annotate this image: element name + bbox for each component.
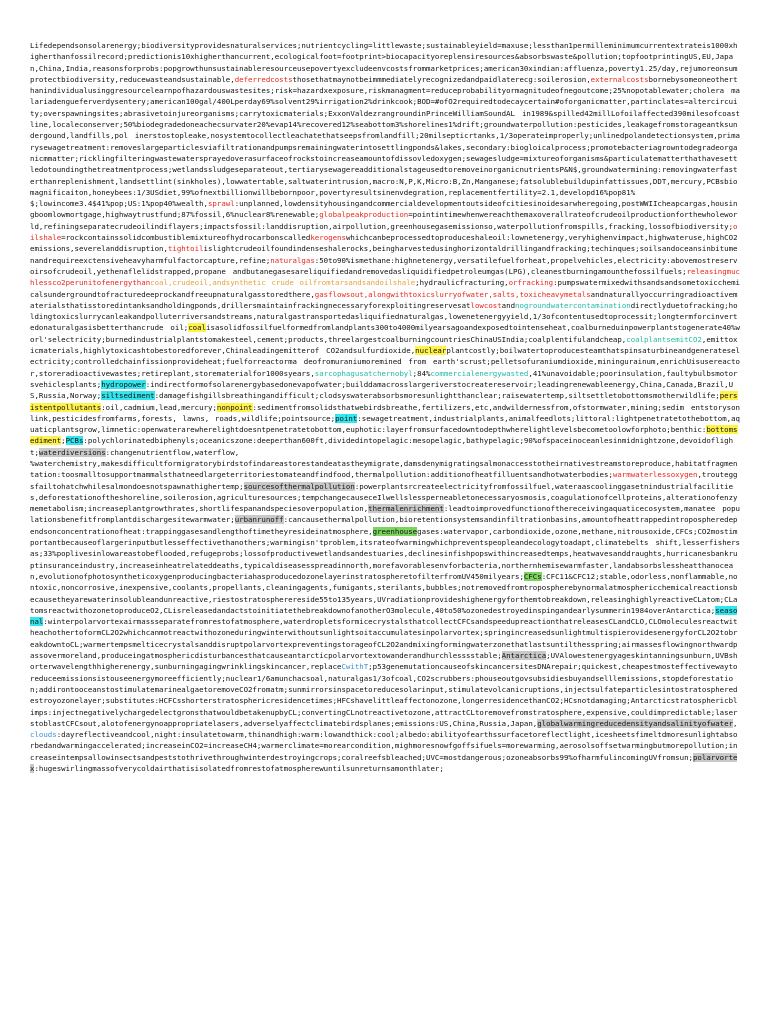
highlighted-term: oilshale bbox=[30, 221, 738, 243]
text-run: =rockcontainssolidcombustiblemixtureofhydrocarbonscalled bbox=[61, 233, 311, 243]
text-run: :50to90%ismethane:highnetenergy,versatilefuelforheat,propelvehicles,electricity:abovemostreservoirsofcrudeoil,yethenaflelidstrapped,propane andbutanegasesareliquifiedandremovedasliquidifiedpetroleumgas(LPG),cleanestburningamounthefossilfuels; bbox=[30, 255, 738, 276]
text-run: ;p53genemutationcauseofskincancersitesDNArepair;quickest,cheapestmosteffectivewaytoreduceemissionsistouseenergymoreefficiently;nuclear1/6amunchacsoal,naturalgas1/3ofcoal,CO2scrubbers:phouseoutgovsubsidiesbuyandselllemissions,stopdeforestation;addirontooceanstostimulatemarinealgaetoremoveCO2fromatm;sunmirrorsinspacetoreducesolarinput,stimulatevolcanicruptions,injectsulfateparticlesintostratospheredestroyozonelayer;substitutes:HCFCsshorterstratosphericresidencetimes;HFCshavelittleaffectonozone,longerresidencethanCO2;HCsnotdamaging;Antarcticstratosphericblimps:injectnegativelychargedelectgronsthatwouldbetakenupbyCL;convertingCLnotreactivetozone,attractCLtoremovefromstratosphere,expensive,couldimpredictable;laserstoblastCFCsout,alotofenergynoappropriatelasers,adverselyaffectclimatebirdsplanes;emissions:US,China,Russia,Japan, bbox=[30, 662, 738, 728]
highlighted-term: persistentpollutants bbox=[30, 391, 738, 412]
text-run: directlyduetofracking;holdingtoxicslurrycanleakandpolluterriversandstreams,naturalgastransportedasliquifiednaturalgas,lowenetenergyyield,1/3ofcontentusedtoprocessit;longtermforcinvertedonaturalgasisbetterthancrude oil; bbox=[30, 300, 738, 333]
highlighted-term: nuclear bbox=[415, 346, 447, 356]
text-run: plantcostly;boilwatertoproducesteamthatspinsaturbineandgenerateselectricity;controlledchainfissionprovideheat;fuelforreactorma deofromuraniumoremined from earth'scrust;pelletsofuraniumdioxide,miningurainum,enrichUisusereactor,storeradioactivewastes;retireplant,storematerialfor1000syears, bbox=[30, 346, 740, 378]
highlighted-term: tightoil bbox=[167, 244, 204, 254]
text-run: :leadtoimprovedfunctionofthereceivingaquaticecosystem,manatee populationsbenefitfromplantdischargesitewarmwater; bbox=[30, 504, 740, 525]
highlighted-term: seasonal bbox=[30, 605, 738, 627]
text-run: :indirectformofsolarenergybasedonevapofwater;builddamacrosslargeriverstocreatereservoir;leadingrenewableenergy,China,Canada,Brazil,US,Russia,Norway; bbox=[30, 379, 734, 401]
highlighted-term: waterdiversions bbox=[38, 447, 106, 457]
text-run: , bbox=[733, 718, 738, 728]
text-run: isasolidfossilfuelformedfromlandplants300to4000milyearsagoandexposedtointenseheat,coalburneduinpowerplantstogenerate40%worl'selectricity;burnedindustrialplantstomakesteel,cement;products,threelargestcoalburningcountriesChinaUSIndia;coalplentifulandcheap, bbox=[30, 323, 740, 344]
highlighted-term: coal,crudeoil,andsynthetic crude oilfromtarsandsandoilshale bbox=[150, 278, 416, 288]
highlighted-term: externalcosts bbox=[590, 74, 649, 84]
text-run: bornebysomeoneotherthanindividualusinggresourcelearnpofhazardouswastesites;risk=hazardxexposure,riskmanagment=reduceprobabilityormagnitudeofnegoutcome;25%nopotablewater;cholera malariadengueferverdysentery;american100gal/400Lperday69%solvent29%irrigation2%drinkcook;BOD=#ofO2requiredtodecaycertain#oforganicmatter,partinclates=altercircuity;overspawningsites;abrasivetoinjureorganisms;carrytoxicmaterials;ExxonValdezrangroundinPrinceWilliamSoundAL in1989&spilled42millLofoilaffected390milesofcoastline,localeconserver;50%biodegradedoneachecsurvater20%evap14%recovered12%seabottom3%shorelines1%drift;groundwaterpollution:pesticides,leakagefromstorageantksundergound,landfills,pol inerstostopleake,nosystemtocollectleachatethatseepsfromlandfill;20milsepticrtanks,1/3operateimproperly;unlinedpolandetectionsystem,primarysewagetreatment:removeslargeparticlesviafiltrationandpumpsremainingwaterintosettlingponds&lakes,secondary:biogloicalprocess;promotebacteriagrowntodegradeorganicmmatter;ricklingfilteringwastewatersprayedoverasurfaceofrockstoincreaseamountofdissovledoxygen;sewagesludge=mixtureoforganisms&particulatematterthathavesettledotoundingthetreatmentprocess;wetlandssludgeseparateout,tertiarysewagereadditionalstageusedtoremoveinorganicnutrientsP&N$,groundwatermining:removingwaterfasterthanreplenishment,landsettlint(sinkholes),lowwatertable,saltwaterintrusion,macro:N,P,K,Micro:B,Zn,Manganese;fatsolublebuildupinfattissues,DDT,mercury,PCBsbiomagnificaiton,honeybees:1/3USdiet,99%ofnextbillionwillbebornpoor,povertyresultsinenvdegration,replacementfertility=2.1,developd16%pop81% bbox=[30, 74, 740, 197]
highlighted-term: coalplantsemitCO2 bbox=[626, 334, 702, 344]
highlighted-term: polarvortex bbox=[30, 752, 738, 773]
highlighted-term: deferredcosts bbox=[234, 74, 293, 84]
text-run: :CFC11&CFC12;stable,odorless,nonflammable,nontoxic,noncorrosive,inexpensive,coolants,propellants,cleaningagents,fumigants,sterilants,bubbles;notremovedfromtropospherebynormalatmosphericchemicalreactionsbecausetheyarewaterinsolubleandunreactive,riestostratospherereside55to135years,UVradiationprovideshighenergyforthemtobreakdown,releasinghighlyreactiveCLatom;CLatomsreactwithozonetoproduceO2,CLisreleasedandactstoinitiatethebreakdownofanotherO3molecule,40to50%ozonedestroyedinspingandearlysummerin1984overAntarctica; bbox=[30, 571, 738, 615]
text-run: ; bbox=[61, 436, 66, 446]
highlighted-term: sarcophagusatchernobyl bbox=[314, 368, 413, 378]
paragraph-3 bbox=[30, 458, 740, 774]
text-run: :oil,cadmium,lead,mercury; bbox=[101, 402, 217, 412]
text-run: :sewagetreatment,industrialplants,animalfeedlots;littoral:lightpenetratetothebottom,aquaticplantsgrow,limnetic:openwaterarewherelightdoesntpenetratetobottom,euphotic:layerfromsurfacedowntodepthwherelightlevelsbecometoolowforphoto;benthic: bbox=[30, 413, 740, 435]
highlighted-term: sourcesofthermalpollution bbox=[243, 481, 355, 491]
highlighted-term: bottomsediment bbox=[30, 425, 738, 446]
text-run: %waterchemistry,makesdifficultformigratorybirdstofindareastorestandeatastheymigrate,damsdenymigratingsalmonaccesstotheirnativestreamstoreproduce,habitatfragmentation:toosmalltosupportmammalsthatneedlargeterritoriestomateandfindfood,thermalpollution:additionofheatfilluentsandhotwaterbodies; bbox=[30, 458, 738, 480]
highlighted-term: releasingmuchlessco2perunitofenergythan bbox=[30, 266, 740, 288]
highlighted-term: CwithT bbox=[341, 662, 369, 672]
text-run: whichcanbeprocessedtoproduceshaleoil:lownetenergy,veryhighenvimpact,highwateruse,highCO2emissions,severelanddisruption, bbox=[30, 233, 738, 254]
text-run: :hugeswirlingmassofverycoldairthatisisolatedfromrestofatmospherewuntilsunreturnsamonthlater; bbox=[34, 764, 444, 773]
text-run: ;UVAlowestenergyageskintanningsunburn,UVBshorterwavelengthhigherenergy,sunburningagingwrinklingskincancer,replace bbox=[30, 651, 738, 672]
text-run: =pointintimewhenwereachthemaxoverallrateofcrudeoilproductionforthewholeworld,refiningseparatecrudeoilindiflayers;impactsfossil:landdisruption,airpollution,greenhousegasemissionso,waterpollutionfromspills,fracking,lossofbiodiversity; bbox=[30, 210, 738, 231]
text-run: :changenutrientflow,waterflow, bbox=[105, 447, 240, 457]
text-run: :damagefishgillsbreathingandifficult;clodsyswaterabsorbsmoresunlightthanclear;raisewatertemp,siltsettletobottomsmotherwildlife; bbox=[154, 391, 720, 401]
text-run: ,41%unavoidable;poorinsulation,faultybulbsmotorsvehiclesplants; bbox=[30, 368, 738, 389]
text-run: ;hydraulicfracturing, bbox=[415, 278, 509, 288]
text-run: and bbox=[501, 300, 516, 310]
highlighted-term: hydropower bbox=[101, 379, 146, 389]
highlighted-term: greenhouse bbox=[372, 526, 418, 536]
highlighted-term: naturalgas bbox=[270, 255, 315, 265]
text-run: gases:watervapor,carbondioxide,ozone,methane,nitrousoxide,CFCs;CO2mostimportantbecauseoflargerinputbutlesseffectivethanothers;warmingisn'tproblem,itsrateofwarmingwhichpreventspeopleandecologytoadapt,climatebelts shift,lesserfishersas;33%poplivesinlowareastobeflooded,refugeprobs;lossofproductivewetlandsandestuaries,declinesinfishpopswithincreasedtemps,heatwavesanddraughts,hurricanesbankruptinsuranceindustry,increaseinheatrelateddeaths,typicaldiseasesspreadinnorth,morefavorablesenvforbacteria,northernhemisewarmfaster,landabsorbslessheatthanocean,evolutionofphotosyntheticoxygenproducingbacteriahasproducedozonelayerinstratospheretofilterfromUV450milyears; bbox=[30, 526, 740, 581]
text-run: :powerplantsrcreateelectricityfromfossilfuel,wateraascoolinggasetnindustrialfacilities,deforestationoftheshoreline,soilerosion,agriculturesources;tempchangecauseceIlwellslessperneabletonecessaryosmosis,coagulationofcellproteins,alterationofenzymemetabolism;increaseplantgrowthrates,shortlifespanandspeciesoverpopulation, bbox=[30, 481, 738, 514]
highlighted-term: PCBs bbox=[65, 436, 84, 446]
highlighted-term: sprawl bbox=[207, 199, 235, 209]
highlighted-term: CFCs bbox=[523, 571, 542, 581]
text-run: :dayreflectiveandcool,night:insulatetowarm,thinandhigh:warm:lowandthick:cool;albedo:abilityofearthssurfacetoreflectlight,icesheetsfimeltdmoresunlightabsorbedandwarmingaccelerated;increaseinCO2=increaseCH4;warmerclimate=morearcondition,mighmoresnowfgoffsifuels=morewarming,aerosolsoffsetwarmingbutmorepollution;increaseintempsallowinsectsandpeststothrivethroughwinterdestroyingcrops;coralreefsbleached;UVC=mostdangerous;ozoneabsorbs99%ofharmfulincomingUVfromsun; bbox=[30, 730, 738, 762]
text-run: ,troutegg sfailtohatchwhilesalmondoesnotspawnathighertemp; bbox=[30, 470, 738, 491]
text-run: $;lowincome3.4$41%pop;US:1%pop40%wealth, bbox=[30, 199, 208, 209]
highlighted-term: globalpeakproduction bbox=[319, 210, 409, 220]
text-run: :sedimentfromsolidsthatwebirdsbreathe,fertilizers,etc,andwildernessfrom,ofstormwater,mining;sedim entstorysonlink,pesticidesfromfarms,forests, lawns, roads,wildlife;pointsource; bbox=[30, 402, 740, 423]
highlighted-term: kerogens bbox=[310, 233, 346, 243]
highlighted-term: nonpoint bbox=[216, 402, 253, 412]
text-run: Lifedependsonsolarenergy;biodiversityprovidesnaturalservices;nutrientcycling=littlewaste;sustainableyield=maxuse;lessthan1permilleminimumcurrentextrateis1000xhigherthanfossilrecord;predictionis10xhigherthancurrent,ecologicalfoot=footprint>biocapacityoreplensiresources&absorbswaste&pollution;topfootprintingUS,EU,Japan,China,India,reasonsforprobs:popgrowthunsustainableresourceusepovertyexcludeenvcostsfrommarketprices;american30xindian:affluenza,poverty1.25/day,rejumoreonsumprotectbiodiversity,reducewasteandsustainable, bbox=[30, 41, 738, 84]
text-run: :polychlorinatedbiphenyls;oceanicszone:deeperthan600ft,dividedintopelagic:mesopelagic,bathypelagic;90%ofspaceinoceanlesinmidnightzone,devoidoflight; bbox=[30, 436, 734, 457]
highlighted-term: point bbox=[335, 413, 358, 423]
text-run: :winterpolarvortexairmassseparatefromrestofatmosphere,waterdropletsformicecrystalsthatcollectCFCsandspeedupreactionthatreleasesCLandCLO,CLOmoleculesreactwitheachothertoformCL2O2whichcanmotreactwithozoneduringwinterwithoutsunlightsoitaccumulatesinpolarvortex;springincreasedsunlightmultispierovidesenergyforCL2O2tobreakdowntoCL;warmertempsmelticecrystalsanddisruptpolarvortexpreventingstorageofCL2O2andmixingformingwaterzonethatlastsuntilthesspring;airmassesflowingnorthwardpassovermoreland,produceingatmosphericdisturbancesthatcauseantarcticpolarvortextowanderandhurchlesssstable; bbox=[30, 617, 738, 661]
text-run: ;84% bbox=[412, 368, 431, 378]
highlighted-term: gasflowsout,alongwithtoxicslurryofwater,salts,toxicheavymetals bbox=[314, 289, 591, 299]
highlighted-term: lowcost bbox=[470, 300, 502, 310]
highlighted-term: orfracking bbox=[508, 278, 554, 288]
text-run: :unplanned,lowdensityhousingandcommercialdevelopmentoutsideofcitiesinoidesarwheregoing,postWWIIcheapcargas,housingboomlowmortgage,highwaytrustfund;87%fossil,6%nuclear8%renewable; bbox=[30, 199, 738, 220]
text-run: thosethatmaynotbeimmmediatelyrecognizedandpaidlaterecg:soilerosion, bbox=[292, 74, 591, 84]
highlighted-term: commercialenergywasted bbox=[430, 368, 529, 378]
text-run: ,emittoxicmaterials,highlytoxicashtobestoredforever,Chinaleadingemitterof CO2andsulfurdioxide, bbox=[30, 334, 738, 356]
highlighted-term: warmwaterlessoxygen bbox=[612, 470, 698, 480]
highlighted-term: urbanrunoff bbox=[234, 515, 284, 525]
paragraph-2 bbox=[30, 198, 740, 458]
paragraph-1 bbox=[30, 40, 740, 198]
highlighted-term: Antarctica bbox=[501, 651, 547, 661]
text-run: :cancausethermalpollution,bioretentionsystemsandinfiltrationbasins,amountofheattrappedintropospheredependsonconcentrationofheat:trappinggasesandlengthoftimetheyresideinatmosphere, bbox=[30, 515, 738, 536]
highlighted-term: globalwarmingreducedensityandsalinityofwater bbox=[537, 718, 734, 728]
highlighted-term: nogroundwatercontamination bbox=[515, 300, 631, 310]
highlighted-term: clouds bbox=[30, 730, 57, 740]
highlighted-term: coal bbox=[188, 323, 207, 333]
highlighted-term: thermalenrichment bbox=[368, 504, 444, 514]
text-run: andnaturallyoccurringradioactivematerialsthatisstoredintanksandholdingponds,drillersmaintainfrackingnecessaryforexploitingreservesat bbox=[30, 289, 738, 310]
text-run: :pumpswatermixedwithsandsandsometoxicchemicalsundergroundtofracturedeeprockandfreeupnaturalgasstoredthere, bbox=[30, 278, 740, 299]
highlighted-term: siltsediment bbox=[101, 391, 155, 401]
text-run: islightcrudeoilfoundindenseshalerocks,beingharvestedusinghorizontaldrillingandfracking;techinques;soilsandoceansinbitumenandrequireexctensiveheavyharmfulfactorcapture,refine; bbox=[30, 244, 738, 265]
